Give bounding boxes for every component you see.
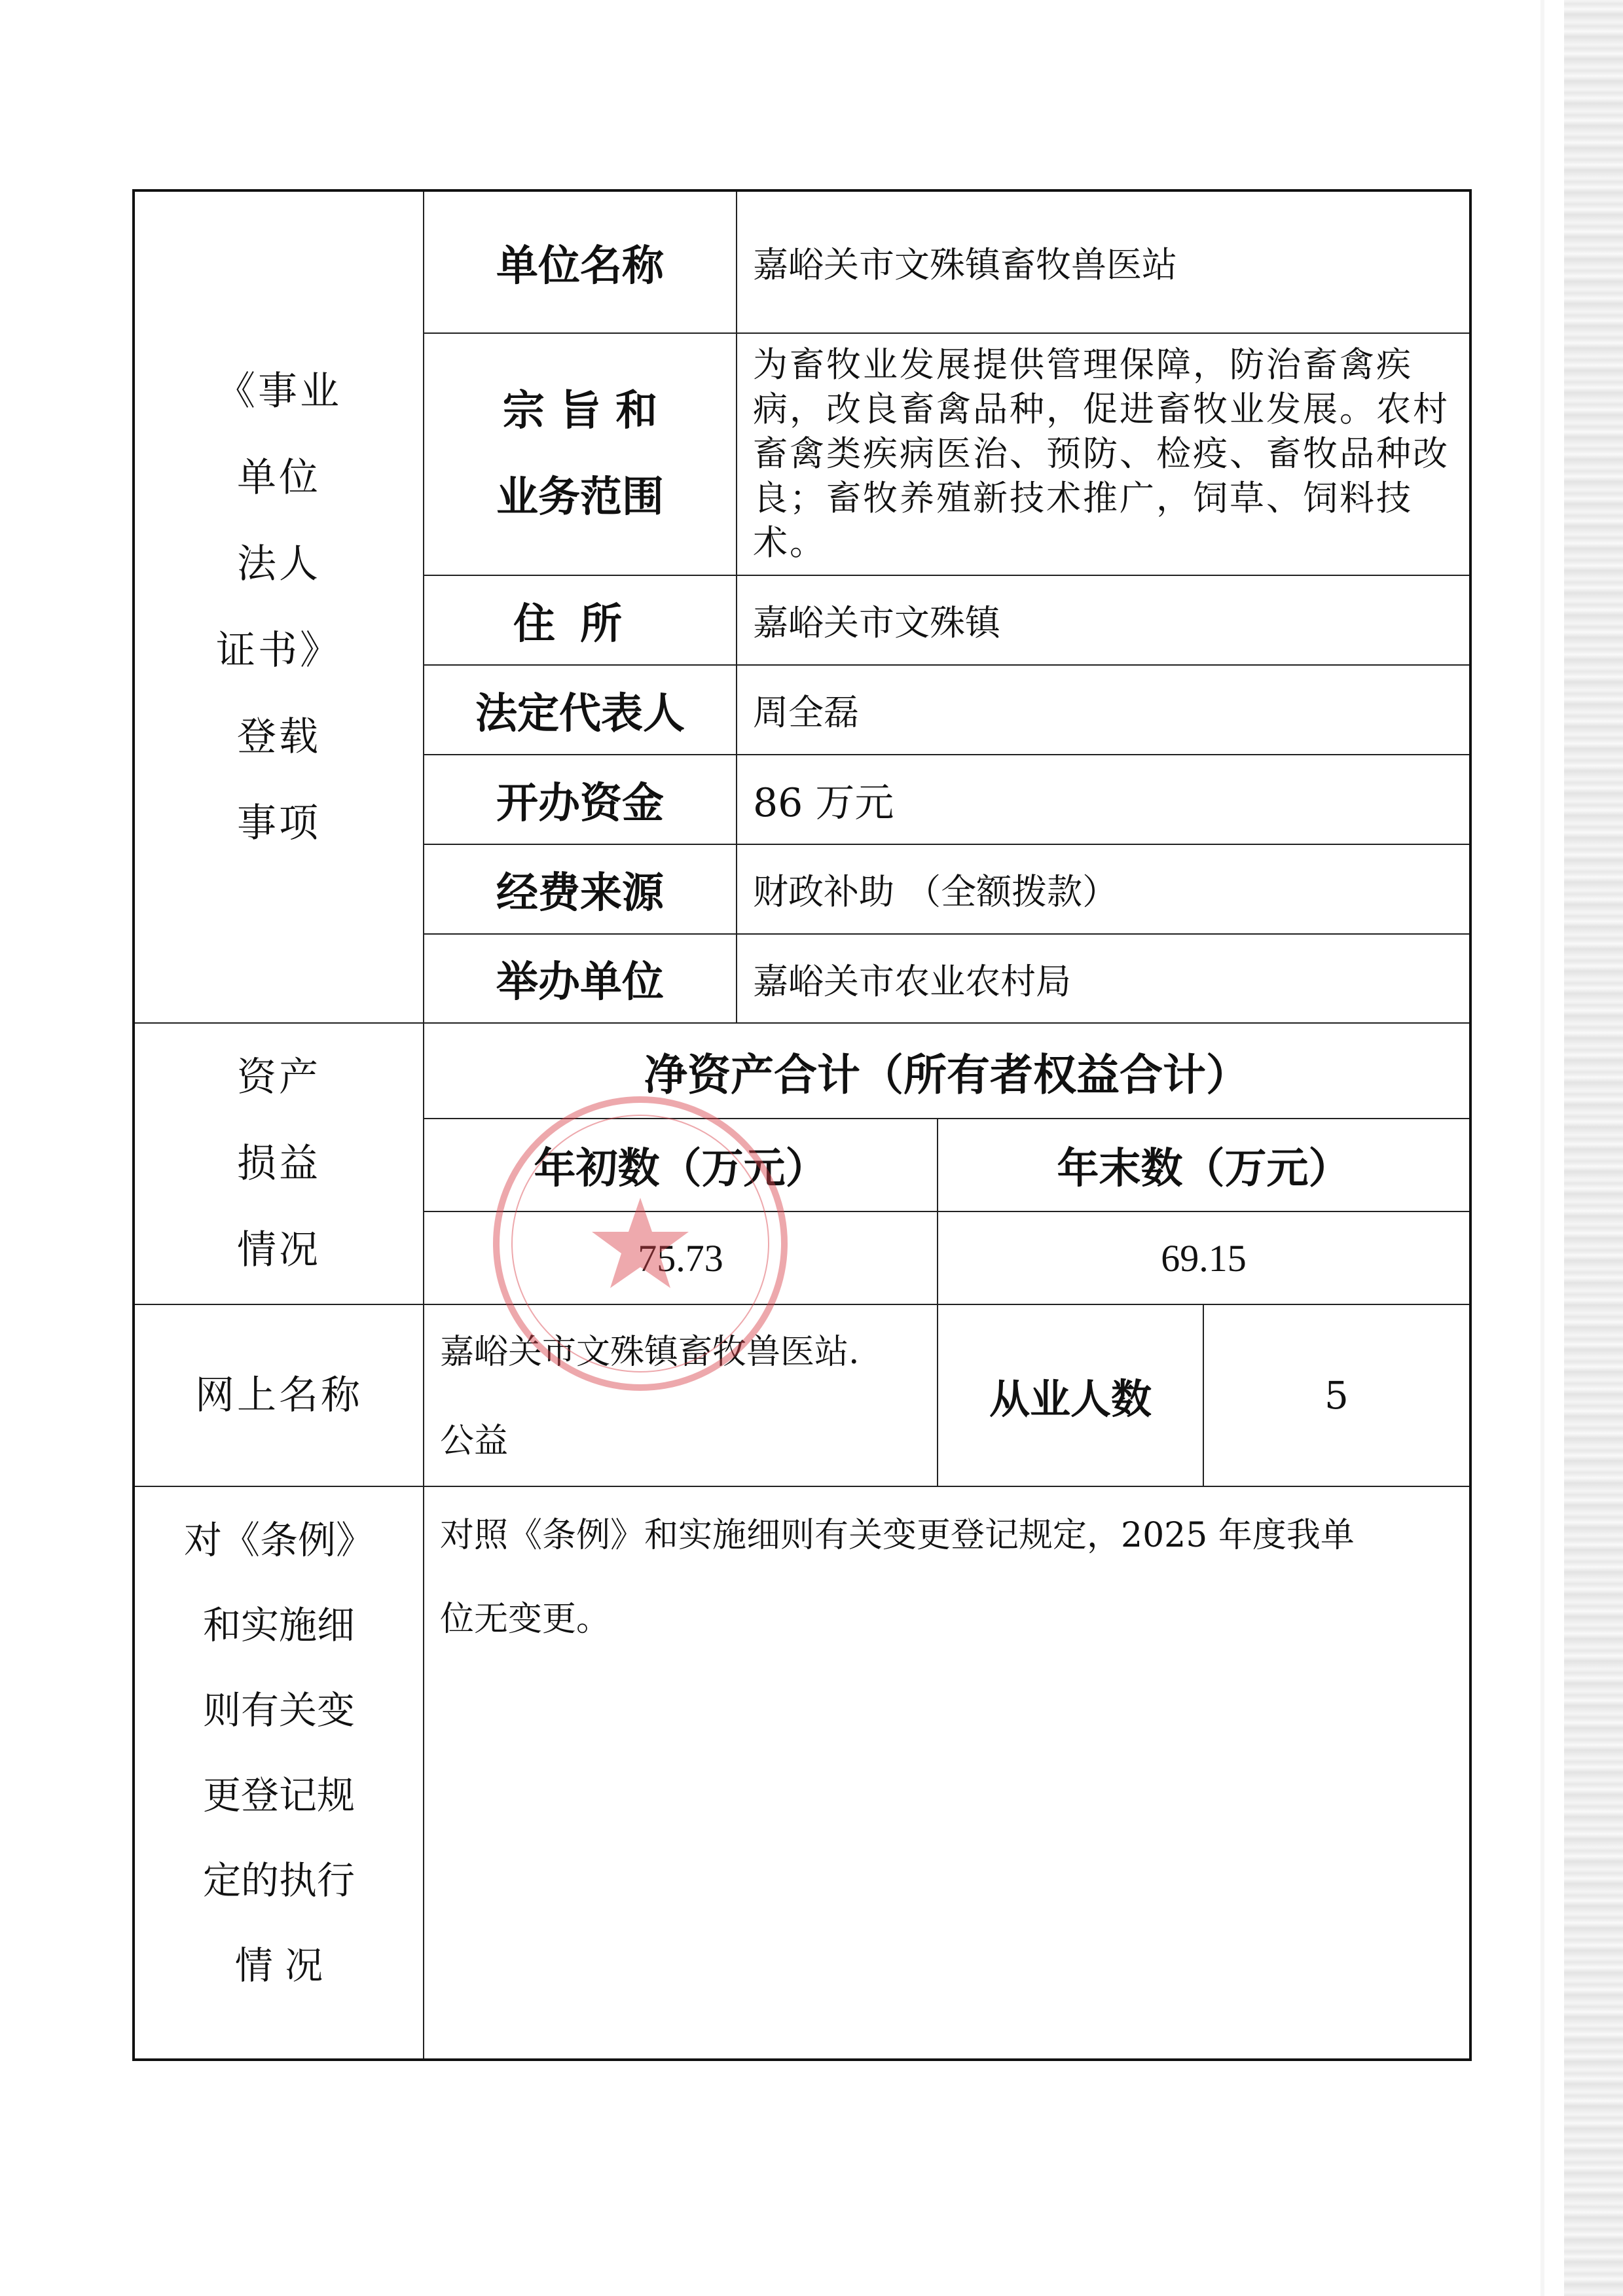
funding-source-label: 经费来源	[424, 844, 737, 934]
scan-line-artifact	[1541, 0, 1544, 2296]
end-year-label: 年末数（万元）	[938, 1119, 1470, 1211]
end-year-value: 69.15	[938, 1211, 1470, 1304]
execution-text: 对照《条例》和实施细则有关变更登记规定，2025 年度我单 位无变更。	[424, 1486, 1470, 2060]
online-name-value: 嘉峪关市文殊镇畜牧兽医站. 公益	[424, 1304, 938, 1486]
address-value: 嘉峪关市文殊镇	[737, 575, 1470, 665]
unit-name-value: 嘉峪关市文殊镇畜牧兽医站	[737, 190, 1470, 333]
scan-edge-artifact	[1564, 0, 1623, 2296]
net-assets-header: 净资产合计（所有者权益合计）	[424, 1023, 1470, 1119]
capital-label: 开办资金	[424, 755, 737, 844]
sponsor-value: 嘉峪关市农业农村局	[737, 934, 1470, 1023]
certificate-section-label: 《事业 单位 法人 证书》 登载 事项	[134, 190, 424, 1023]
assets-section-label: 资产 损益 情况	[134, 1023, 424, 1304]
staff-count-label: 从业人数	[938, 1304, 1203, 1486]
legal-rep-label: 法定代表人	[424, 665, 737, 755]
purpose-value: 为畜牧业发展提供管理保障，防治畜禽疾病，改良畜禽品种，促进畜牧业发展。农村畜禽类疾病医治、预防、检疫、畜牧品种改良；畜牧养殖新技术推广，饲草、饲料技术。	[737, 333, 1470, 575]
online-name-label: 网上名称	[134, 1304, 424, 1486]
staff-count-value: 5	[1203, 1304, 1470, 1486]
funding-source-value: 财政补助 （全额拨款）	[737, 844, 1470, 934]
annual-report-table	[132, 189, 1472, 2061]
purpose-label: 宗 旨 和 业务范围	[424, 333, 737, 575]
begin-year-value: 75.73	[424, 1211, 938, 1304]
execution-section-label: 对《条例》 和实施细 则有关变 更登记规 定的执行 情 况	[134, 1486, 424, 2060]
unit-name-label: 单位名称	[424, 190, 737, 333]
begin-year-label: 年初数（万元）	[424, 1119, 938, 1211]
legal-rep-value: 周全磊	[737, 665, 1470, 755]
sponsor-label: 举办单位	[424, 934, 737, 1023]
address-label: 住所	[424, 575, 737, 665]
capital-value: 86 万元	[737, 755, 1470, 844]
